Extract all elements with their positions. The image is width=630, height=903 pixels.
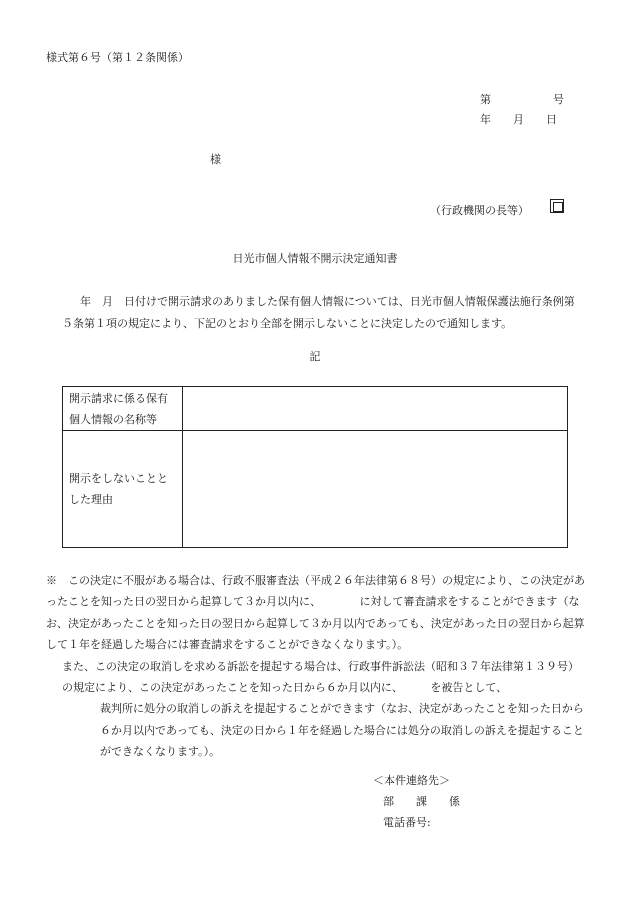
addressee-suffix: 様 — [210, 153, 221, 166]
note-line3: 裁判所に処分の取消しの訴えを提起することができます（なお、決定があったことを知った日から６か月以内であっても、決定の日から１年を経過した場合には処分の取消しの訴えを提起することができなくなります。）。 — [100, 702, 584, 759]
note-line1: ※ この決定に不服がある場合は、行政不服審査法（平成２６年法律第６８号）の規定により、この決定があったことを知った日の翌日から起算して３か月以内に、 に対して審査請求をすることができます（なお、決定があったことを知った日の翌日から起算して３か月以内であっても、決定があった日の翌日から起算して１年を経過した場合には審査請求をすることができなくなります。）。 — [46, 574, 585, 652]
row2-value — [183, 431, 568, 548]
contact-block — [373, 770, 460, 833]
body-date-prefix: 年 月 日付けで — [80, 295, 168, 308]
note-line2: また、この決定の取消しを求める訴訟を提起する場合は、行政事件訴訟法（昭和３７年法律第１３９号）の規定により、この決定があったことを知った日から６か月以内に、 を被告として、 — [62, 659, 579, 695]
body-paragraph — [62, 291, 582, 335]
table-row — [63, 387, 568, 431]
appeal-note — [46, 570, 586, 763]
contact-dept: 部 課 係 — [383, 795, 460, 808]
document-date — [480, 111, 557, 127]
contact-title: ＜本件連絡先＞ — [373, 774, 450, 787]
seal-box-icon — [550, 199, 564, 213]
number-prefix: 第 — [480, 93, 491, 106]
table-row — [63, 431, 568, 548]
date-year: 年 — [480, 113, 491, 126]
row1-value — [183, 387, 568, 431]
date-month: 月 — [513, 113, 524, 126]
document-number — [480, 91, 564, 107]
row2-label: 開示をしないこととした理由 — [63, 431, 183, 548]
disclosure-table — [62, 386, 568, 548]
number-suffix: 号 — [553, 93, 564, 106]
row1-label: 開示請求に係る保有個人情報の名称等 — [63, 387, 183, 431]
date-day: 日 — [546, 113, 557, 126]
sender-agency: （行政機関の長等） — [430, 204, 529, 217]
ki-heading: 記 — [309, 350, 321, 363]
form-number-label: 様式第６号（第１２条関係） — [46, 51, 189, 64]
document-title: 日光市個人情報不開示決定通知書 — [232, 252, 398, 265]
contact-phone: 電話番号: — [383, 816, 431, 829]
body-text: 開示請求のありました保有個人情報については、日光市個人情報保護法施行条例第５条第１項の規定により、下記のとおり全部を開示しないことに決定したので通知します。 — [62, 295, 575, 330]
